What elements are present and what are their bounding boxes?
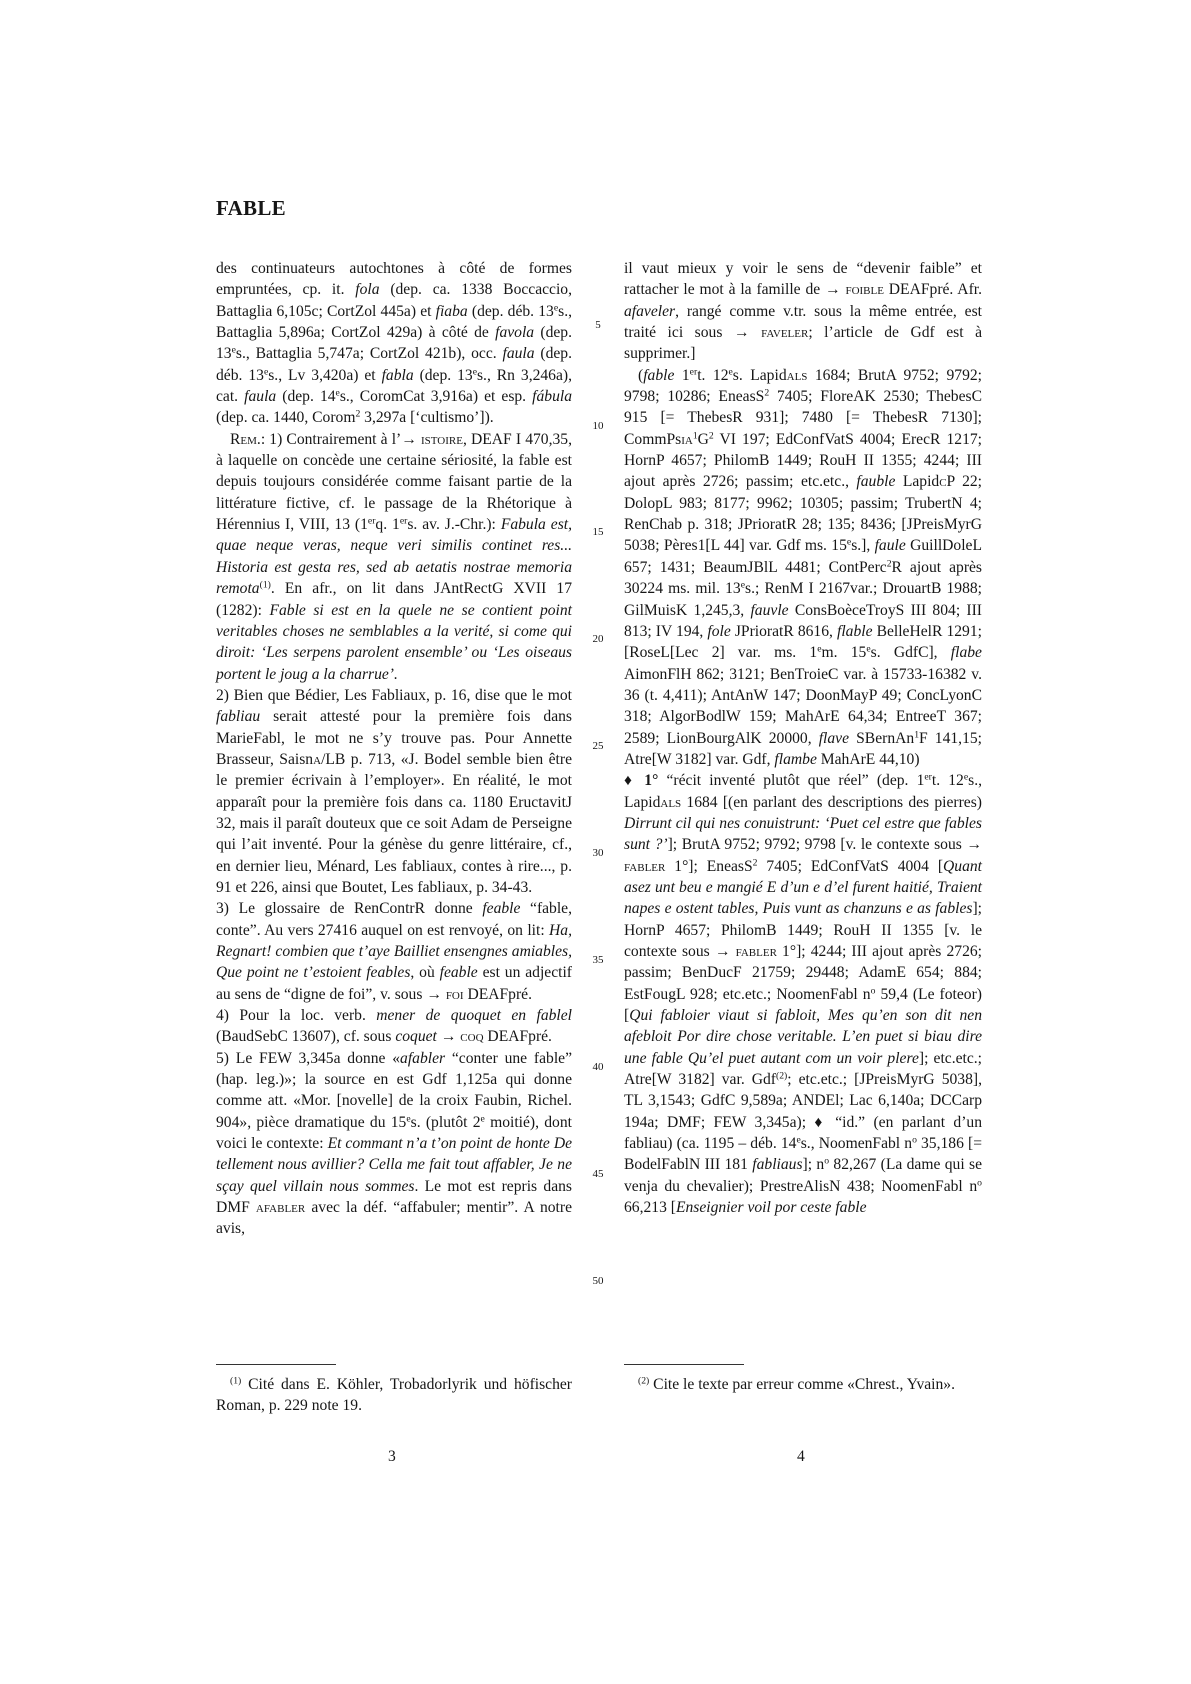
text-run: est un adjectif au sens de “digne de foi”, v. sous → [216,964,572,1003]
footnote-rule [624,1364,744,1365]
line-number: 45 [592,1168,604,1180]
italic-run: Qui fabloier viaut si fabloit, Mes qu’en son dit nen afebloit Por dire chose veritable. L’en puet si biau dire une fable Qu’el puet autant com un voir plere [624,1007,982,1067]
text-run: ; etc.etc.; [JPreisMyrG 5038], TL 3,1543; GdfC 9,589a; ANDEl; Lac 6,140a; DCCarp 194a; DMF; FEW 3,345a); ♦ “id.” (en parlant d’un fabliau) (ca. 1195 – déb. 14 [624,1071,982,1153]
text-run: 4) Pour la loc. verb. [216,1007,377,1025]
text-run: (dep. déb. 13 [467,302,554,320]
text-run: s. av. J.-Chr.): [407,516,501,534]
text-run: “fable, conte”. Au vers 27416 auquel on est renvoyé, on lit: [216,900,573,939]
smallcaps-run: fabler [624,857,666,875]
smallcaps-run: ia [681,430,693,448]
text-run: s., NoomenFabl n [800,1135,913,1153]
smallcaps-run: fabler [735,943,777,960]
text-run: t. 12 [697,366,729,384]
footnote-text: Cité dans E. Köhler, Trobadorlyrik und höfischer Roman, p. 229 note 19. [216,1376,572,1415]
text-run: s., Lapid [624,772,983,811]
line-number: 30 [592,847,604,859]
text-run: BelleHelR 1291; [RoseL[Lec 2] var. ms. 1 [624,622,982,662]
superscript: e [406,1113,411,1125]
text-run: serait attesté pour la première fois dans MarieFabl, le mot ne s’y trouve pas. Pour Annette Brasseur, Saisn [216,708,572,768]
superscript: 2 [764,387,770,399]
left-paragraph [216,429,572,685]
left-paragraph [216,258,572,429]
text-run: 82,267 (La dame qui se venja du chevalier); PrestreAlisN 438; NoomenFabl n [624,1156,983,1195]
text-run: “conter une fable” (hap. leg.)»; la source en est Gdf 1,125a qui donne comme att. «Mor. [novelle] de la croix Faubin, Richel. 904», pièce dramatique du 15 [216,1049,572,1131]
text-run: 1684 [(en parlant des descriptions des pierres) [681,793,982,811]
text-run: 1°]; EneasS [665,857,753,875]
superscript: (1) [259,579,271,591]
superscript: e [866,643,871,655]
smallcaps-run: foi [445,985,464,1003]
superscript: 2 [708,430,714,442]
superscript: 1 [692,430,698,442]
text-run: 1684; BrutA 9752; 9792; 9798; 10286; EneasS [624,366,982,406]
italic-run: flave [818,729,850,747]
left-paragraph [216,1048,572,1240]
text-run: m. 15 [821,644,867,662]
right-paragraph [624,770,982,1218]
text-run: 66,213 [ [624,1199,676,1217]
superscript: 1 [914,729,920,741]
text-run: (dep. 14 [276,388,336,406]
italic-run: Fable si est en la quele ne se contient point veritables choses ne semblables a la verité, si come qui diroit: ‘Les serpens parolent ensemble’ ou ‘Les oiseaus portent le joug a la charrue’. [216,601,572,683]
line-number: 20 [592,633,604,645]
text-run: 59,4 (Le foteor) [ [624,985,982,1025]
superscript: er [689,366,698,378]
text-run: R ajout après 30224 ms. mil. 13 [624,558,983,598]
text-run: s. (plutôt 2 [410,1113,481,1131]
smallcaps-run: istoire [420,430,463,448]
text-run: (dep. ca. 1440, Corom [216,409,356,427]
text-run: F 141,15; Atre[W 3182] var. Gdf, [624,729,983,768]
superscript: e [335,387,340,399]
footnote-mark: (2) [638,1375,650,1387]
superscript: o [977,1177,982,1189]
text-run: ]; HornP 4657; PhilomB 1449; RouH II 1355 [v. le contexte sous → [624,900,982,960]
superscript: e [553,302,559,314]
italic-run: feable [482,900,521,918]
superscript: o [824,1156,830,1168]
italic-run: afabler [400,1049,446,1067]
text-run: des continuateurs autochtones à côté de formes empruntées, cp. it. [216,260,572,299]
italic-run: flambe [774,750,817,768]
smallcaps-run: als [786,366,808,384]
text-run: ConsBoèceTroyS III 804; III 813; IV 194, [624,601,982,640]
italic-run: faula [244,388,277,406]
text-run: “récit inventé plutôt que réel” (dep. 1 [658,772,925,790]
text-run: DEAFpré. [463,985,532,1003]
text-run: ( [638,366,644,384]
superscript: 2 [355,409,361,421]
left-paragraph [216,1005,572,1048]
text-run: 1°]; 4244; III ajout après 2726; passim; BenDucF 21759; 29448; AdamE 654; 884; EstFougL 928; etc.etc.; NoomenFabl n [624,943,982,1003]
smallcaps-run: coq [460,1028,484,1046]
page-number-right: 4 [797,1448,805,1465]
text-run: , rangé comme v.tr. sous la même entrée, est traité ici sous → [624,302,982,342]
text-run: DEAFpré. [483,1028,552,1046]
smallcaps-run: afabler [255,1199,306,1217]
text-run: 3,297a [‘cultismo’]). [360,409,494,427]
text-run: GuillDoleL 657; 1431; BeaumJBlL 4481; ContPerc [624,537,982,576]
line-number: 50 [592,1275,604,1287]
italic-run: fola [355,281,380,299]
superscript: 2 [886,558,892,570]
italic-run: favola [495,324,535,342]
superscript: 2 [752,857,758,869]
line-number: 5 [595,319,601,331]
line-number: 25 [592,740,604,752]
italic-run: fable [643,366,675,384]
smallcaps-run: foible [845,281,884,299]
italic-run: Enseignier voil por ceste fable [675,1199,867,1217]
superscript: o [912,1134,917,1146]
text-run: . Le mot est repris dans DMF [216,1177,572,1217]
footnote-mark: (1) [230,1375,242,1387]
italic-run: feable [439,964,478,982]
italic-run: fabla [381,366,414,384]
line-number: 35 [592,954,604,966]
superscript: (2) [776,1070,788,1082]
text-run: s., Rn 3,246a), cat. [216,366,572,406]
text-run: ; l’article de Gdf est à supprimer.] [624,324,982,363]
text-run: avec la déf. “affabuler; mentir”. A notre avis, [216,1199,572,1238]
text-run: s., CoromCat 3,916a) et esp. [339,388,533,406]
italic-run: faula [502,345,535,363]
text-run: ]; BrutA 9752; 9792; 9798 [v. le contexte sous → [667,836,982,854]
italic-run: fábula [532,388,573,406]
italic-run: mener de quoquet en fablel [376,1007,572,1025]
italic-run: Et commant n’a t’on point de honte De tellement nous avillier? Cella me fait tout affabler, Je ne sçay quel villain nous sommes [216,1135,573,1195]
text-run: 2) Bien que Bédier, Les Fabliaux, p. 16, dise que le mot [216,686,572,704]
italic-run: fole [707,622,731,640]
footnote-2 [624,1374,982,1395]
text-run: . En afr., on lit dans JAntRectG XVII 17 (1282): [216,580,572,619]
italic-run: flabe [950,644,982,662]
text-run: il vaut mieux y voir le sens de “devenir faible” et rattacher le mot à la famille de → [624,260,982,299]
italic-run: faule [874,537,906,555]
text-run: ]; n [802,1156,825,1174]
italic-run: Quant asez unt beu e mangié E d’un e d’el furent haitié, Traient napes e ostent tables, Puis vunt as chanzuns e as fables [624,857,982,918]
superscript: er [924,771,932,783]
text-run: : 1) Contrairement à l’→ [260,430,421,448]
left-paragraph [216,898,572,1005]
text-run: (dep. 13 [216,324,572,363]
italic-run: Dirrunt cil qui nes conuistrunt: ‘Puet cel estre que fables sunt ?’ [624,814,982,854]
text-run: s.; RenM I 2167var.; DrouartB 1988; GilMuisK 1,245,3, [624,580,982,619]
text-run: 7405; FloreAK 2530; ThebesC 915 [= ThebesR 931]; 7480 [= ThebesR 7130]; CommPs [624,388,982,448]
superscript: e [740,579,746,591]
page-number-left: 3 [388,1448,396,1465]
footnote-text: Cite le texte par erreur comme «Chrest., Yvain». [653,1376,956,1393]
left-paragraph [216,685,572,898]
text-run: Lapid [895,473,940,491]
superscript: e [263,366,269,378]
superscript: o [870,985,876,997]
line-number: 40 [592,1061,604,1073]
italic-run: Ha, Regnart! combien que t’aye Bailliet ensengnes amiables, Que point ne t’estoient feables [216,921,572,982]
right-column [624,258,982,1218]
italic-run: fabliaus [752,1156,803,1174]
italic-run: flable [836,622,873,640]
text-run: → [436,1028,461,1046]
right-paragraph [624,365,982,771]
smallcaps-run: als [660,793,682,811]
text-run: , où [410,964,440,982]
italic-run: afaveler [624,302,676,320]
superscript: e [817,643,822,655]
footnote-rule [216,1364,336,1365]
line-number: 15 [592,526,604,538]
text-run: P 22; DolopL 983; 8177; 9962; 10305; passim; TrubertN 4; RenChab p. 318; JPrioratR 28; 135; 8436; [JPreisMyrG 5038; Pères1[L 44] var. Gdf ms. 15 [624,473,982,555]
footnote-1 [216,1374,572,1417]
entry-title: FABLE [216,196,286,220]
superscript: e [231,345,236,357]
italic-run: fauvle [750,601,789,619]
text-run: (dep. déb. 13 [216,345,572,384]
italic-run: coquet [395,1028,437,1046]
italic-run: fiaba [435,302,468,320]
text-run: (BaudSebC 13607), cf. sous [216,1028,396,1046]
superscript: er [399,515,408,527]
text-run: MahArE 44,10) [816,750,920,768]
superscript: e [796,1134,801,1146]
text-run: /LB p. 713, «J. Bodel semble bien être le premier écrivain à l’employer». En réalité, le mot apparaît pour la première fois dans ca. 1180 EructavitJ 32, mais il paraît douteux que ce soit Adam de Perseigne qui l’ait inventé. Pour la génèse du genre littéraire, cf., en dernier lieu, Ménard, Les fabliaux, contes à rire..., p. 91 et 226, ainsi que Boutet, Les fabliaux, p. 34-43. [216,750,572,896]
text-run: s., Battaglia 5,747a; CortZol 421b), occ. [235,345,503,363]
text-run: G [697,430,709,448]
smallcaps-run: c [939,473,947,491]
text-run: 5) Le FEW 3,345a donne « [216,1049,401,1067]
text-run: 7405; EdConfVatS 4004 [ [757,857,944,875]
text-run: s. Lapid [732,366,787,384]
superscript: e [480,1113,485,1125]
text-run: AimonFlH 862; 3121; BenTroieC var. à 15733-16382 v. 36 (t. 4,411); AntAnW 147; DoonMayP 49; ConcLyonC 318; AlgorBodlW 159; MahArE 64,34; EntreeT 367; 2589; LionBourgAlK 20000, [624,665,982,747]
text-run: t. 12 [931,772,964,790]
sense-marker: ♦ 1° [624,772,659,790]
smallcaps-run: faveler [761,324,809,342]
smallcaps-run: Rem. [230,430,261,448]
smallcaps-run: a [313,750,322,768]
text-run: VI 197; EdConfVatS 4004; ErecR 1217; HornP 4657; PhilomB 1449; RouH II 1355; 4244; III ajout après 2726; passim; etc.etc., [624,430,982,491]
italic-run: fauble [856,473,896,491]
text-run: moitié), dont voici le contexte: [216,1113,572,1153]
superscript: e [728,366,733,378]
superscript: e [846,537,852,549]
text-run: (dep. ca. 1338 Boccaccio, Battaglia 6,105c; CortZol 445a) et [216,281,572,320]
text-run: 3) Le glossaire de RenContrR donne [216,900,483,918]
italic-run: Fabula est, quae neque veras, neque veri similis continet res... Historia est gesta res, sed ab aetatis nostrae memoria remota [216,516,572,598]
text-run: s., Lv 3,420a) et [268,366,382,384]
right-paragraph [624,258,982,365]
text-run: ]; etc.etc.; Atre[W 3182] var. Gdf [624,1049,982,1089]
line-number: 10 [592,420,604,432]
text-run: SBernAn [849,729,915,747]
text-run: DEAFpré. Afr. [883,281,982,299]
superscript: er [367,515,376,527]
text-run: 35,186 [= BodelFablN III 181 [624,1135,982,1174]
text-run: s. GdfC], [870,644,951,662]
text-run: 1 [674,366,690,384]
text-run: , DEAF I 470,35, à laquelle on concède une certaine sériosité, la fable est depuis toujours considérée comme faisant partie de la littérature fictive, cf. le passage de la Rhétorique à Hérennius I, VIII, 13 (1 [216,430,572,534]
text-run: s., Battaglia 5,896a; CortZol 429a) à côté de [216,302,573,342]
text-run: (dep. 13 [413,366,473,384]
italic-run: fabliau [216,708,261,726]
superscript: e [472,366,477,378]
left-column [216,258,572,1240]
text-run: s.], [851,537,875,555]
text-run: q. 1 [375,516,400,534]
superscript: e [963,771,969,783]
text-run: JPrioratR 8616, [730,622,837,640]
